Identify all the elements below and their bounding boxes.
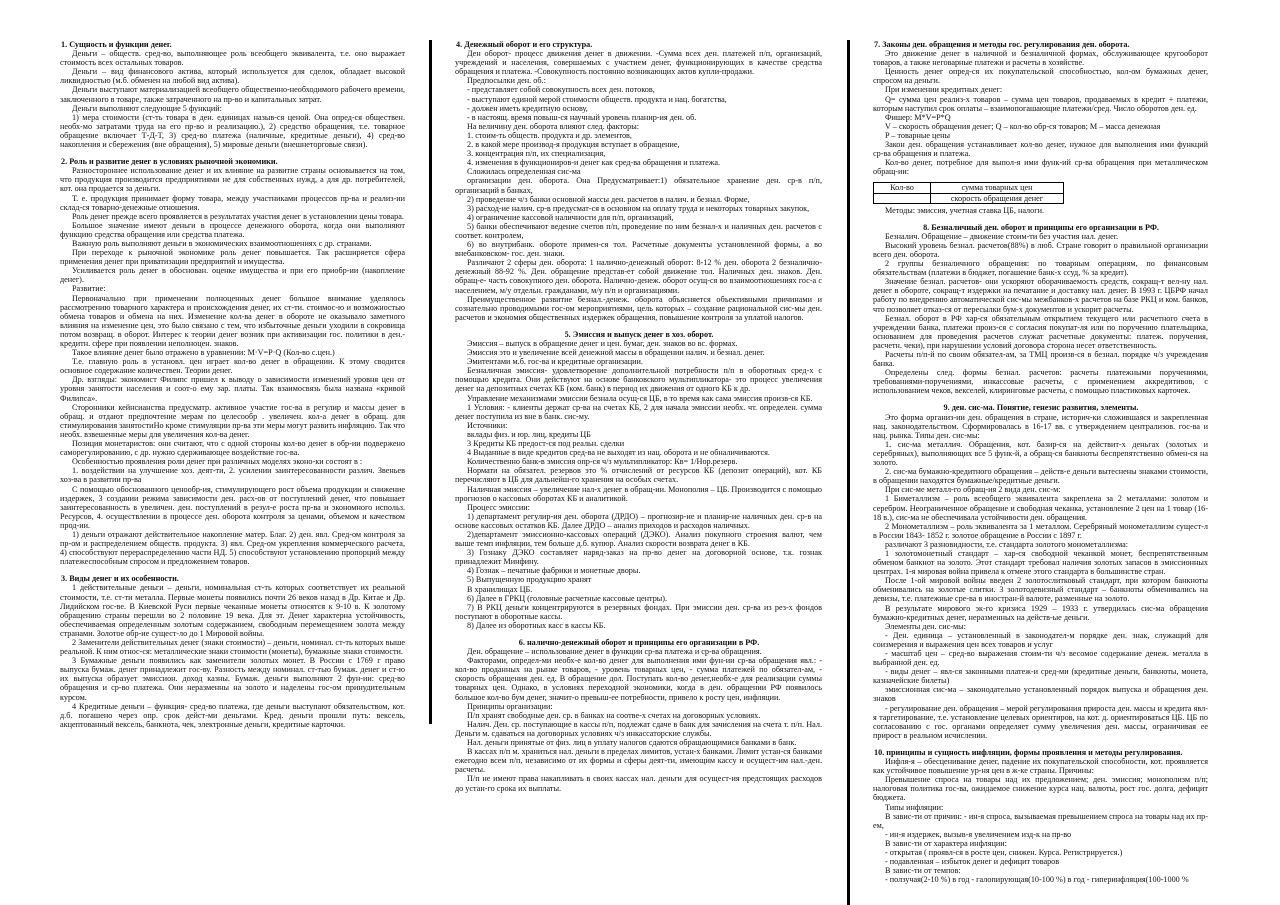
- paragraph: 2 Монометаллизм – роль эквивалента за 1 металлом. Серебряный монометаллизм сущест-л в России 1843- 1852 г. золотое обращение в России с 1897 г.: [873, 521, 1208, 540]
- section-title: 6. налично-денежный оборот и принципы его организации в РФ.: [518, 638, 760, 647]
- column-divider-right: [847, 40, 850, 905]
- section-title: 5. Эмиссия и выпуск денег в хоз. оборот.: [564, 329, 714, 339]
- paragraph: Различают 2 сферы ден. оборота: 1 налично-денежный оборот: 8-12 % ден. оборота 2 безналично-денежный 88-92 %. Ден. обращение представ-ет собой движение тол. Наличных ден. знаков. Ден. обращ-е- часть совокупного ден. оборота. Налично-денеж. оборот осущ-ся во взаимоотношениях гос-а с населением, м/у отдельн. гражданами, м/у п/п и организациями.: [455, 258, 822, 295]
- paragraph: Высокий уровень безнал. расчетов(88%) в люб. Стране говорит о правильной организации всего ден. оборота.: [873, 240, 1208, 259]
- paragraph: Налич. Ден. ср. поступающие в кассы п/п, подлежат сдаче в банк для зачисления на счета т. п/п. Нал. Деньги м. сдаваться на договорных условиях ч/з инкассаторские службы.: [455, 719, 822, 738]
- paragraph: 4 Выданные в виде кредитов сред-ва не выходят из нац. оборота и не обналичиваются.: [467, 448, 770, 458]
- paragraph: 4. изменения в функциониров-и денег как сред-ва обращения и платежа.: [467, 158, 721, 168]
- paragraph: Принципы организации:: [467, 701, 553, 711]
- paragraph: 3) расход-ие налич. ср-в предусмат-ся в основном на оплату труда и некоторых товарных закупок,: [467, 203, 810, 213]
- paragraph: Закон ден. обращения устанавливает кол-во денег, нужное для выполнения ими функций ср-ва обращения и платежа.: [873, 140, 1208, 159]
- section-10: [873, 748, 1208, 884]
- paragraph: 5) Выпущенную продукцию хранят: [467, 575, 592, 585]
- paragraph: 1 Условия: - клиенты держат ср-ва на счетах КБ, 2 для начала эмиссии необх. чт. определен. сумма денег поступила из вне в банк. сис-му.: [455, 402, 822, 421]
- section-2: [60, 157, 405, 566]
- paragraph: В завис-ти от темпов:: [885, 866, 961, 876]
- paragraph: Безнал. оборот в РФ хар-ся обязательным открытием текущего или расчетного счета в учреждении банка, платежи произ-ся с согласия покупат-ля или по поручению плательщика, основанием для проведения расчетов служат расчетные документы: платеж. поручения, расчетн. чеки), при нарушении условий договора сторона несет ответственность.: [873, 313, 1208, 350]
- paragraph: 2. в какой мере производ-я продукция вступает в обращение,: [467, 140, 680, 150]
- paragraph: Позиция монетаристов: они считают, что с одной стороны кол-во денег в обр-ии подвержено саморегулированию, с др. нужно сдерживающее воздействие гос-ва.: [60, 439, 405, 458]
- paragraph: Деньги – обществ. сред-во, выполняющее роль всеобщего эквивалента, т.е. оно выражает стоимость всех остальных товаров.: [60, 49, 405, 68]
- paragraph: 3 Кредиты КБ предост-ся под реальн. сделки: [467, 439, 625, 449]
- paragraph: 3) Гознаку ДЭКО составляет наряд-заказ на пр-во денег на договорной основе, т.к. гознак принадлежит Минфину.: [455, 548, 822, 567]
- paragraph: При изменении кредитных денег:: [885, 85, 1003, 95]
- paragraph: 4) Гознак – печатные фабрики и монетные дворы.: [467, 566, 641, 576]
- paragraph: - ин-я издержек, вызыв-я увеличением изд-к на пр-во: [885, 829, 1072, 839]
- section-1: [60, 40, 405, 149]
- table-cell: сумма товарных цен: [931, 183, 1064, 193]
- paragraph: При переходе к рыночной экономике роль денег повышается. Так расширяется сфера применения денег при приватизации предприятий и имущества.: [60, 248, 405, 267]
- paragraph: 1) деньги отражают действительное накопление матер. Благ. 2) ден. явл. Сред-ом контроля за пр-ом и распределением обществ. продукта. 3) явл. Сред-ом укрепления коммерческого расчета, 4) способствуют перераспределению части НД. 5) способствуют установлению пропорций между платежеспособным спросом и предложением товаров.: [60, 529, 405, 567]
- paragraph: Расчеты п/п-й по своим обязател-ам, за ТМЦ произв-ся в безнал. порядке ч/з учреждения банка.: [873, 350, 1208, 369]
- paragraph: Первоначально при применении полноценных денег большое внимание уделялось рассмотрению товарного характера и происхождения денег, их ст-ти. стоимос-ю и возможностью обмена товаров и обмена на них. Изменение кол-ва денег в обороте не оказывало заметного влияния на изменение цен, это было связано с тем, что избыточные деньги уходили в сокровища потом возвращ. в оборот. Интерес к теории денег возник при активизации гос. политики в ден.-кредитн. сфере при появлении неполноцен. знаков.: [60, 293, 405, 348]
- paragraph: Нормати на обязател. резервов это % отчислений от ресурсов КБ (депозит операций), кот. КБ перечисляют в ЦБ для дальнейш-го хранения на особых счетах.: [455, 466, 822, 485]
- paragraph: - Ден. единица – установленный в законодател-м порядке ден. знак, служащий для соизмерения и выражения цен всех товаров и услуг: [873, 630, 1208, 649]
- table-cell: Кол-во: [874, 183, 931, 193]
- paragraph: Сложилась определенная сис-ма: [467, 167, 581, 177]
- paragraph: Особенностью проявления роли денег при различных моделях эконо-ки состоят в :: [72, 457, 363, 467]
- section-title: 10. принципы и сущность инфляции, формы проявления и методы регулирования.: [874, 747, 1183, 757]
- table-cell: [874, 193, 931, 203]
- paragraph: Кол-во денег, потребное для выпол-я ими функ-ий ср-ва обращения при металлическом обращ-ии:: [873, 158, 1208, 177]
- money-quantity-formula-table: [873, 182, 1064, 203]
- paragraph: Т. е. продукция принимает форму товара, между участниками процессов пр-ва и реализ-ии склад-ся товарно-денежные отношения.: [60, 193, 405, 212]
- section-9: [873, 403, 1208, 739]
- paragraph: Источники:: [467, 420, 508, 430]
- paragraph: В результате мирового эк-го кризиса 1929 – 1933 г. утвердилась сис-ма обращения бумажно-кредитных денег, неразменных на действ-ые деньги.: [873, 603, 1208, 622]
- paragraph: В кассах п/п м. храниться нал. деньги в пределах лимитов, устан-х банками. Лимит устан-ся банками ежегодно всем п/п, независимо от их формы и сферы деят-ти, имеющим кассу и осущест-им нал.-ден. расчеты.: [455, 747, 822, 775]
- paragraph: Нал. деньги принятые от физ. лиц в уплату налогов сдаются обращающимися банками в банк.: [467, 738, 797, 748]
- section-7: [873, 40, 1208, 215]
- paragraph: 4) ограничение кассовой наличности для п/п, организаций,: [467, 212, 674, 222]
- paragraph: 1 действительные деньги – деньги, номинальная ст-ть которых соответствует их реальной стоимости, т.е. ст-ти металла. Первые монеты появились почти 26 веков назад в Др. Китае и Др. Лидийском гос-ве. В Киевской Руси первые чеканные монеты относятся к 9-10 в. К золотому обращению страны перешли во 2 половине 19 века. Для эт. Денег характерна устойчивость, обеспечиваемая определенным золотым содержанием, свободным перемещением золота между странами. Золотое обр-ие сущест-ло до 1 Мировой войны.: [60, 583, 405, 638]
- paragraph: Деньги выступают материализацией всеобщего общественно-необходимого рабочего времени, заключенного в товаре, также затраченного на пр-во и капитальных затрат.: [60, 85, 405, 104]
- paragraph: 1. сис-ма металлич. Обращения, кот. базир-ся на действит-х деньгах (золотых и серебряных), выполняющих все 5 функ-й, а обращ-ся банкноты беспрепятственно обмен-ся на золото.: [873, 439, 1208, 468]
- paragraph: Наличная эмиссия – увеличение нал-х денег в обращ-ии. Монополия – ЦБ. Производится с помощью прогнозов о кассовых оборотах КБ и аналитикой.: [455, 484, 822, 503]
- paragraph: В завис-ти от характера инфляции:: [885, 838, 1007, 848]
- paragraph: Развитие:: [72, 284, 106, 294]
- paragraph: V – скорость обращения денег; Q – кол-во обр-ся товаров; M – масса денежная: [885, 121, 1161, 131]
- paragraph: Методы: эмиссия, учетная ставка ЦБ, налоги.: [885, 205, 1044, 215]
- paragraph: 1 золотомонетный стандарт – хар-ся свободной чеканкой монет, беспрепятственным обменом банкнот на золото. Этот стандарт требовал наличия золотых запасов в эмиссионных центрах. 1-я мировая война привела к отмене этого стандарта в большинстве стран.: [873, 548, 1208, 577]
- paragraph: После 1-ой мировой войны введен 2 золотослитковый стандарт, при котором банкноты обменивались на золотые слитки. 3 золотодевизный стандарт – банкноты обменивались на девизы, т.е. платежные сре-ва в иностран-й валюте, разменные на золото.: [873, 576, 1208, 604]
- paragraph: Это форма организ-ии ден. обращения в стране, историч-ки сложившаяся и закрепленная нац. законодательством. Сформировалась в 16-17 вв. с утверждением централизов. гос-ва и нац. рынка. Типы ден. сис-мы:: [873, 412, 1208, 440]
- paragraph: 2 Заменители действительных денег (знаки стоимости) – деньги, номинал. ст-ть которых выше реальной. К ним относ-ся: металлические знаки стоимости (монеты), бумажные знаки стоимости.: [60, 638, 405, 657]
- paragraph: Фишер: M*V=P*Q: [885, 112, 951, 122]
- paragraph: Др. взгляды: экономист Филипс пришел к выводу о зависимости изменений уровня цен от уровня занятости населения и соот-о ему зар. платы. Так взаимосвязь была названа «кривой Филипса».: [60, 375, 405, 403]
- text-column-3: [873, 40, 1208, 897]
- paragraph: Деньги выполняют следующие 5 функций:: [72, 103, 222, 113]
- paragraph: вклады физ. и юр. лиц, кредиты ЦБ: [467, 429, 591, 439]
- paragraph: - регулирование ден. обращения – мерой регулирования прироста ден. массы и кредита явл-я таргетирование, т.е. установление целевых ориентиров, на кот. д. ориентироваться ЦБ. ЦБ по согласованию с гос. органами определяет сумму увеличения ден. массы, ограничивая ее прирост в реальном исчислении.: [873, 703, 1208, 740]
- paragraph: 7) В РКЦ деньги концентрируются в резервных фондах. При эмиссии ден. ср-ва из рез-х фондов поступают в оборотные кассы.: [455, 602, 822, 621]
- paragraph: Сторонники кейнсианства предусматр. активное участие гос-ва в регулир и массы денег в обращ. и отдают предпочтение мерам по целесообр . увеличен. кол-а денег в обращ. для стимулирования занятостиНо кроме стимуляции пр-ва эти меры могут развить инфляцию. Так что необх. взвешенные меры для увеличения кол-ва денег.: [60, 402, 405, 439]
- section-title: 1. Сущность и функции денег.: [61, 40, 172, 49]
- paragraph: 4 Кредитные деньги – функция- сред-во платежа, где деньги выступают обязательством, кот. д.б. погашено через опр. срок дейст-ми деньгами. Кред. деньги прошли путь: вексель, акцептованный вексель, банкнота, чек, электронные деньги, кредитные карточки.: [60, 701, 405, 729]
- paragraph: Инфля-я – обесценивание денег, падение их покупательской способности, кот. проявляется как устойчивое повышение ур-ня цен в ж-ке страны. Причины:: [873, 757, 1208, 776]
- section-3: [60, 574, 405, 729]
- paragraph: - ползучая(2-10 %) в год - галопирующая(10-100 %) в год - гиперинфляция(100-1000 %: [885, 875, 1189, 885]
- paragraph: Роль денег прежде всего проявляется в результатах участия денег в установлении цены товара.: [72, 211, 404, 221]
- paragraph: Количественно банк-в эмиссия опр-ся ч/з мультипликатор: Кв= 1/Нор.резерв.: [467, 457, 738, 467]
- paragraph: Т.е. главную роль в установл. цен играет кол-во денег в обращении. К этому сводится основное содержание количествен. Теории денег.: [60, 357, 405, 376]
- paragraph: 1. воздействии на улучшение хоз. деят-ти, 2. усилении заинтересованности различ. Звеньев хоз-ва в развитии пр-ва: [60, 466, 405, 485]
- paragraph: 1) мера стоимости (ст-ть товара в ден. единицах назыв-ся ценой. Она опред-ся обществен. необх-мо затратами труда на его пр-во и реализацию.), 2) средство обращения, т.е. товарное обращение включает Т-Д-Т, 3) сред-во платежа (наличные, кредитные деньги), 4) сред-во накопления и сбережения (вне обращения), 5) мировые деньги (внешнеторговые связи).: [60, 112, 405, 150]
- section-title: 7. Законы ден. обращения и методы гос. регулирования ден. оборота.: [874, 40, 1130, 49]
- paragraph: Типы инфляции:: [885, 802, 944, 812]
- paragraph: Ден оборот- процесс движения денег в движении. -Сумма всех ден. платежей п/п, организаций, учреждений и населения, совершаемых с участием денег, функционирующих в качестве средства обращения и платежа. -Совокупность постоянно возникающих актов купли-продажи.: [455, 49, 822, 77]
- paragraph: Ценность денег опред-ся их покупательской способностью, кол-ом бумажных денег, спросом на деньги.: [873, 67, 1208, 86]
- paragraph: P – товарные цены: [885, 130, 950, 140]
- paragraph: 2) проведение ч/з банки основной массы ден. расчетов в налич. и безнал. Форме,: [467, 194, 750, 204]
- paragraph: Превышение спроса на товары над их предложением; ден. эмиссия; монополизм п/п; налоговая политика гос-ва, ожидаемое снижение курса нац. валюты, рост гос. долга, дефицит бюджета.: [873, 775, 1208, 803]
- paragraph: Определены след. формы безнал. расчетов: расчеты платежными поручениями, требованиями-поручениями, инкассовые расчеты, с применением аккредитивов, с использованием чеков, векселей, клиринговые расчеты, с помощью пластиковых карточек.: [873, 368, 1208, 396]
- paragraph: - должен иметь кредитную основу,: [467, 103, 588, 113]
- table-cell: скорость обращения денег: [931, 193, 1064, 203]
- paragraph: 2 группы безналичного обращения: по товарным операциям, по финансовым обязательствам (платежи в бюджет, погашение банк-х ссуд, % за кредит).: [873, 259, 1208, 278]
- section-4: [455, 40, 822, 322]
- paragraph: Усиливается роль денег в обоснован. оценке имущества и при его приобр-ии (накопление денег).: [60, 266, 405, 285]
- paragraph: В завис-ти от причин: - ин-я спроса, вызываемая превышением спроса на товары над их пр-ем,: [873, 811, 1208, 830]
- paragraph: 6) во внутрибанк. обороте примен-ся тол. Расчетные документы установленной формы, а во внебанковском- гос. ден. знаки.: [455, 240, 822, 259]
- section-title: 4. Денежный оборот и его структура.: [456, 40, 593, 49]
- section-6: [455, 638, 822, 793]
- column-divider-left: [429, 40, 432, 724]
- paragraph: - выступают единой мерой стоимости обществ. продукта и нац. богатства,: [467, 94, 727, 104]
- paragraph: Важную роль выполняют деньги в экономических взаимоотношениях с др. странами.: [72, 238, 372, 248]
- paragraph: - виды денег – явл-ся законными платеж-и сред-ми (кредитные деньги, банкноты, монета, казначейские билеты): [873, 667, 1208, 686]
- section-title: 9. ден. сис-ма. Понятие, генезис развития, элементы.: [943, 403, 1139, 413]
- paragraph: Деньги – вид финансового актива, который используется для сделок, обладает высокой ликвидностью (м.б. обменен на любой вид актива).: [60, 67, 405, 86]
- paragraph: 1 Биметаллизм – роль всеобщего эквивалента закреплена за 2 металлами: золотом и серебром. Неограниченное обращение и свободная чеканка, установление 2 цен на 1 товар (16-18 в.), сис-ма не обеспечивала устойчивости ден. обращения.: [873, 494, 1208, 522]
- paragraph: - в настоящ. время повыш-ся научный уровень планир-ия ден. об.: [467, 112, 697, 122]
- paragraph: Разностороннее использование денег и их влияние на развитие страны основывается на том, что продукция производится предприятиями не для собственных нужд, а для др. потребителей, кот. она продается за деньги.: [60, 166, 405, 194]
- section-title: 8. Безналичный ден. оборот и принципы его организации в РФ.: [923, 222, 1159, 232]
- paragraph: 6) Далее в ГРКЦ (головные расчетные кассовые центры).: [467, 593, 668, 603]
- paragraph: 2)департамент эмиссионно-кассовых операций (ДЭКО). Анализ покупного строения валют, чем выше темп инфляции, тем больше д.б. купюр. Анализ скорости возврата денег в КБ.: [455, 529, 822, 549]
- paragraph: 3 Бумажные деньги появились как заменители золотых монет. В России с 1769 г право выпуска бумаж. денег принадлежит гос-ву. Разность между номинал. ст-тью бумаж. денег и ст-ю их выпуска образует эмиссион. доход казны. Бумаж. деньги выполняют 2 фун-ии: сред-во обращения и ср-во платежа. Они неразменны на золото и наделены гос-ом принудительным курсом.: [60, 656, 405, 702]
- paragraph: Процесс эмиссии:: [467, 502, 530, 512]
- paragraph: Эмиссия это и увеличение всей денежной массы в обращении налич. и безнал. денег.: [467, 348, 765, 358]
- paragraph: Преимущественное развитие безнал.-денеж. оборота объясняется объективными причинами и сознательно проводимыми гос-ом мероприятиями, цель которых – создание рациональной сис-мы ден. расчетов и экономия общественных издержек обращения, повышение контроля за уплатой налогов.: [455, 294, 822, 322]
- paragraph: Управление механизмами эмиссии безнала осущ-ся ЦБ, в то время как сама эмиссия произв-ся КБ.: [467, 393, 813, 403]
- section-5: [455, 330, 822, 630]
- paragraph: 8) Далее из оборотных касс в кассы КБ.: [467, 620, 606, 630]
- paragraph: Такое влияние денег было отражено в уравнении: M·V=P·Q (Кол-во с.цен.): [72, 348, 335, 358]
- paragraph: эмиссионная сис-ма – законодательно установленный порядок выпуска и обращения ден. знаков: [873, 685, 1208, 704]
- paragraph: На величину ден. оборота влияют след. факторы:: [467, 121, 639, 131]
- paragraph: 3. концентрация п/п, их специализация,: [467, 149, 606, 159]
- paragraph: различают 3 разновидности, т.е. стандарта золотого монометаллизма:: [885, 539, 1128, 549]
- paragraph: С помощью обоснованного ценообр-ия, стимулирующего рост объема продукции и снижение издержек, 3 создании режима зависимости ден. расх-ов от поступлений денег, что повышает заинтересованность в увеличен. ден. поступлений в резул-е роста пр-ва и экономного использ. Ресурсов, 4. осуществлении в процессе ден. оборота контроля за ценами, объемом и качеством прод-ии.: [60, 484, 405, 530]
- paragraph: - открытая ( проявл-ся в росте цен, снижен. Курса. Регистрируется.): [885, 847, 1123, 857]
- paragraph: Эмиссия – выпуск в обращение денег и цен. бумаг, ден. знаков во вс. формах.: [467, 339, 738, 348]
- section-8: [873, 223, 1208, 396]
- paragraph: 2. сис-ма бумажно-кредитного обращения – действ-е деньги вытеснены знаками стоимости, в обращении находятся бумажные/кредитные деньги.: [873, 467, 1208, 486]
- text-column-1: [60, 40, 405, 897]
- paragraph: Эмитентами м.б. гос-ва и кредитные организации.: [467, 357, 643, 367]
- paragraph: 1. стоим-ть обществ. продукта и др. элементов,: [467, 130, 632, 140]
- paragraph: Элементы ден. сис-мы:: [885, 621, 966, 631]
- paragraph: организации ден. оборота. Она Предусматривает:1) обязательное хранение ден. ср-в п/п, организаций в банках,: [455, 176, 822, 195]
- table-row: [874, 183, 1064, 193]
- paragraph: П/п не имеют права накапливать в своих кассах нал. деньги для осущест-ия предстоящих расходов до устан-го срока их выплаты.: [455, 774, 822, 793]
- paragraph: Большое значение имеют деньги в процессе денежного оборота, когда они выполняют функцию средства обращения или средства платежа.: [60, 220, 405, 239]
- section-title: 2. Роль и развитие денег в условиях рыночной экономики.: [61, 157, 278, 167]
- paragraph: - подавленная – избыток денег и дефицит товаров: [885, 857, 1060, 867]
- section-title: 3. Виды денег и их особенности.: [61, 574, 179, 584]
- table-row: [874, 193, 1064, 203]
- paragraph: 1) департамент регулир-ия ден. оборота (ДРДО) – прогнозир-ие и планир-ие наличных ден. ср-в на основе кассовых остатков КБ. Далее ДРДО – анализ приходов и расходов наличных.: [455, 511, 822, 530]
- paragraph: В хранилищах ЦБ.: [467, 584, 533, 594]
- paragraph: Значение безнал. расчетов- они ускоряют оборачиваемость средств, сокращ-т вел-ну нал. денег в обороте, сокращ-т издержки на печатание и доставку нал. денег. В 1993 г. ЦБРФ начал работу по внедрению автоматической сис-мы межбанков-х расчетов на базе РКЦ и ком. банков, что позволяет отказ-ся от пересылки бум-х документов и ускорит расчеты.: [873, 277, 1208, 314]
- paragraph: - масштаб цен – сред-во выражения стоим-ти ч/з весомое содержание денеж. металла в выбранной ден. ед.: [873, 649, 1208, 668]
- paragraph: Это движение денег в наличной и безналичной формах, обслуживающее кругооборот товаров, а также неговарные платежи и расчеты в хозяйстве.: [873, 49, 1208, 68]
- paragraph: Ден. обращение – использование денег в функции ср-ва платежа и ср-ва обращения.: [467, 647, 762, 657]
- paragraph: Безналич. Обращение – движение стоим-ти без участия нал. денег.: [885, 231, 1119, 241]
- paragraph: При сис-ме металл-го обращ-ия 2 вида ден. сис-м:: [885, 485, 1061, 495]
- paragraph: - представляет собой совокупность всех ден. потоков,: [467, 85, 655, 95]
- paragraph: 5) банки обеспечивают ведение счетов п/п, проведение по ним безнал-х и наличных ден. расчетов с соответ. контролем,: [455, 221, 822, 240]
- paragraph: Q= сумма цен реализ-х товаров – сумма цен товаров, продаваемых в кредит + платежи, которым наступил срок оплаты – взаимопогашающие платежи/сред. Число оборотов ден. ед.: [873, 94, 1208, 113]
- paragraph: Предпосылки ден. об.:: [467, 76, 546, 86]
- paragraph: Безналичная эмиссия- удовлетворение дополнительной потребности п/п в оборотных сред-х с помощью кредита. Они действуют на основе банковского мультипликатора- это процесс увеличения денег на депозитных счетах КБ (ком. банк) в период их движения от одного КБ к др.: [455, 366, 822, 394]
- paragraph: Факторами, определ-ми необх-е кол-во денег для выполнения ими фун-ии ср-ва обращения явл.: - кол-во проданных на рынке товаров, - уровень товарных цен, - сумма платежей по обязател-ам, - скорость обращения ден. ед. В обращение дол. Поступать кол-во денег,необх-е для реализации суммы товарных цен. Однако, в условиях переходной экономики, когда в ден. обращении РФ появилось большое кол-во бум денег, значит-о превыш-ее потребности, привело к росту цен, инфляции.: [455, 656, 822, 702]
- text-column-2: [455, 40, 822, 897]
- paragraph: П/п хранят свободные ден. ср. в банках на соотве-х счетах на договорных условиях.: [467, 710, 761, 720]
